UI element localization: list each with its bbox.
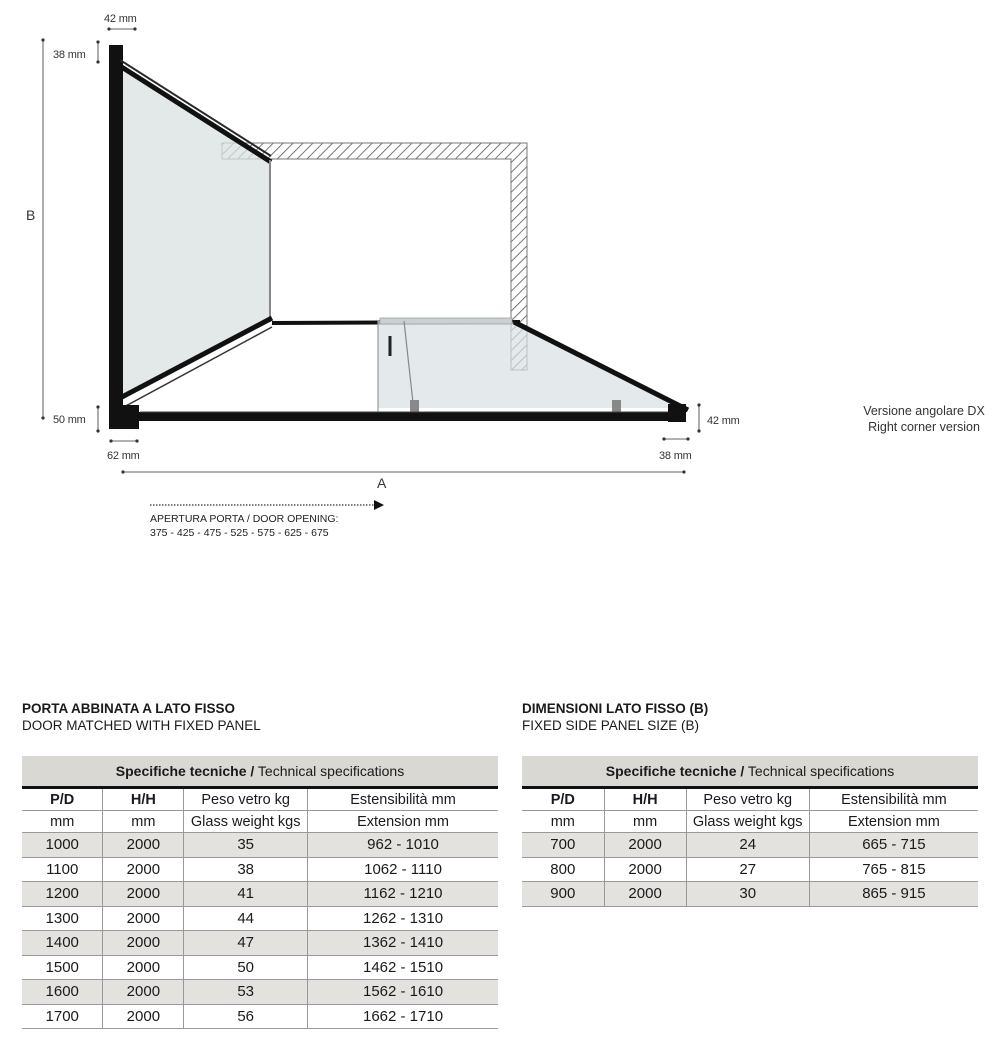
svg-text:B: B [26,207,36,223]
dim-top-height [53,40,100,63]
table-cell: 35 [184,833,308,858]
door-opening-label: APERTURA PORTA / DOOR OPENING: [150,513,339,525]
table-row [522,857,978,882]
table-row [22,882,498,907]
table-cell: 865 - 915 [809,882,978,907]
door-opening-arrow [150,500,384,510]
table-cell: Estensibilità mm [308,788,498,811]
table-row [22,955,498,980]
table-row [22,906,498,931]
table-cell: 1000 [22,833,103,858]
svg-text:A: A [377,475,387,491]
table-cell: Extension mm [308,811,498,833]
table-cell: 2000 [604,857,686,882]
version-label [836,403,1002,435]
table-cell: 765 - 815 [809,857,978,882]
table-cell: 1200 [22,882,103,907]
door-fixed-panel-section [22,700,498,1029]
table-cell: 47 [184,931,308,956]
table-cell: Glass weight kgs [184,811,308,833]
table-cell: 1300 [22,906,103,931]
version-label-it: Versione angolare DX [863,404,985,418]
table-cell: 1562 - 1610 [308,980,498,1005]
table-cell: 1600 [22,980,103,1005]
table-cell: mm [22,811,103,833]
table-cell: 1462 - 1510 [308,955,498,980]
table-row [22,931,498,956]
table-header-row [522,788,978,811]
table-cell: 24 [686,833,809,858]
table-cell: 1162 - 1210 [308,882,498,907]
table-cell: P/D [522,788,604,811]
table-cell: 1362 - 1410 [308,931,498,956]
section-title: PORTA ABBINATA A LATO FISSO [22,701,235,716]
dim-bottom-left [107,439,140,462]
table-cell: 27 [686,857,809,882]
table-cell: 1062 - 1110 [308,857,498,882]
table-cell: mm [522,811,604,833]
dim-right-height [697,403,739,432]
spec-table-fixed-panel [522,756,978,907]
table-cell: 2000 [103,955,184,980]
table-caption: Specifiche tecniche / Technical specifications [522,756,978,788]
table-cell: 1100 [22,857,103,882]
table-cell: 38 [184,857,308,882]
section-subtitle: FIXED SIDE PANEL SIZE (B) [522,718,700,733]
table-cell: 900 [522,882,604,907]
table-cell: P/D [22,788,103,811]
table-cell: 2000 [103,882,184,907]
dim-bottom-height [53,405,100,432]
section-title: DIMENSIONI LATO FISSO (B) [522,701,709,716]
table-cell: mm [604,811,686,833]
dim-right-width [659,437,692,462]
table-header-row [522,811,978,833]
table-cell: Glass weight kgs [686,811,809,833]
table-caption: Specifiche tecniche / Technical specifications [22,756,498,788]
table-row [22,980,498,1005]
table-cell: Estensibilità mm [809,788,978,811]
table-cell: Extension mm [809,811,978,833]
table-cell: 41 [184,882,308,907]
table-cell: 1662 - 1710 [308,1004,498,1029]
table-cell: 44 [184,906,308,931]
table-cell: mm [103,811,184,833]
table-cell: H/H [103,788,184,811]
table-cell: 2000 [103,833,184,858]
svg-text:38 mm: 38 mm [659,450,692,462]
table-header-row [22,811,498,833]
table-row [22,833,498,858]
table-cell: Peso vetro kg [686,788,809,811]
table-cell: 50 [184,955,308,980]
door-opening-values: 375 - 425 - 475 - 525 - 575 - 625 - 675 [150,527,329,539]
table-header-row [22,788,498,811]
table-cell: 2000 [103,931,184,956]
table-row [22,1004,498,1029]
table-cell: 2000 [103,980,184,1005]
table-cell: 1700 [22,1004,103,1029]
table-cell: Peso vetro kg [184,788,308,811]
svg-text:50 mm: 50 mm [53,414,86,426]
table-cell: 800 [522,857,604,882]
door-opening-note [150,512,338,540]
table-cell: 2000 [103,1004,184,1029]
table-cell: 665 - 715 [809,833,978,858]
table-cell: 1400 [22,931,103,956]
table-cell: 30 [686,882,809,907]
table-cell: 1500 [22,955,103,980]
fixed-side-panel-section [522,700,978,907]
table-cell: H/H [604,788,686,811]
table-cell: 2000 [604,833,686,858]
table-cell: 962 - 1010 [308,833,498,858]
table-cell: 53 [184,980,308,1005]
dim-a [121,470,685,491]
svg-text:62 mm: 62 mm [107,450,140,462]
table-cell: 56 [184,1004,308,1029]
table-cell: 2000 [103,857,184,882]
table-row [522,882,978,907]
svg-text:42 mm: 42 mm [104,13,137,25]
table-cell: 2000 [604,882,686,907]
section-subtitle: DOOR MATCHED WITH FIXED PANEL [22,718,261,733]
fixed-side-panel [109,45,272,425]
table-row [522,833,978,858]
dim-top-width [104,13,137,31]
table-cell: 700 [522,833,604,858]
table-cell: 1262 - 1310 [308,906,498,931]
dim-b [26,38,45,419]
svg-text:38 mm: 38 mm [53,49,86,61]
table-cell: 2000 [103,906,184,931]
version-label-en: Right corner version [868,420,980,434]
spec-table-door [22,756,498,1029]
table-row [22,857,498,882]
svg-text:42 mm: 42 mm [707,415,740,427]
